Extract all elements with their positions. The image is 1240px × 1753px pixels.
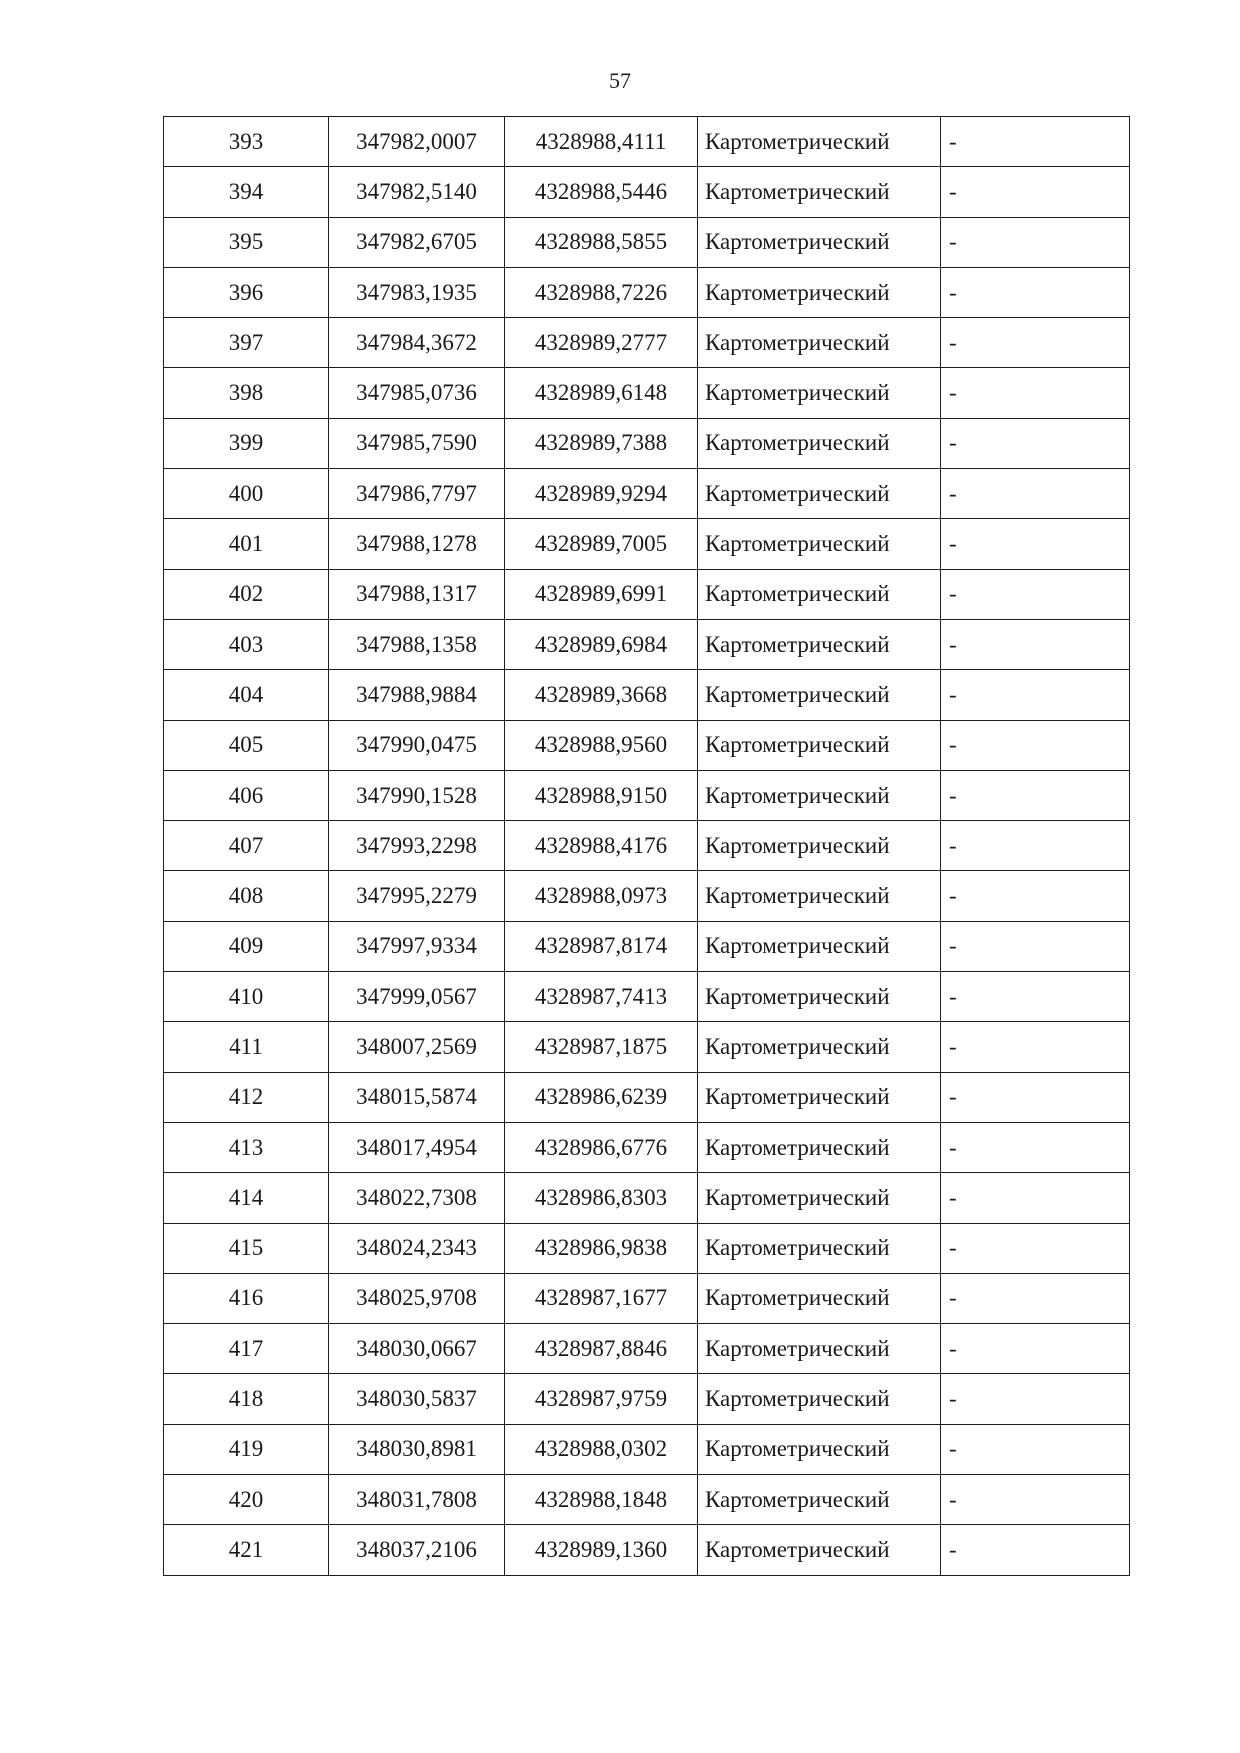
note-cell: - (941, 1324, 1130, 1374)
table-row (164, 1223, 1130, 1273)
table-row (164, 117, 1130, 167)
method-cell: Картометрический (698, 1223, 941, 1273)
point-number-cell: 405 (164, 720, 329, 770)
note-cell: - (941, 1525, 1130, 1575)
note-cell: - (941, 1122, 1130, 1172)
method-cell: Картометрический (698, 117, 941, 167)
method-cell: Картометрический (698, 1173, 941, 1223)
method-cell: Картометрический (698, 972, 941, 1022)
x-coordinate-cell: 348015,5874 (329, 1072, 505, 1122)
point-number-cell: 412 (164, 1072, 329, 1122)
method-cell: Картометрический (698, 921, 941, 971)
table-row (164, 1374, 1130, 1424)
x-coordinate-cell: 347988,1278 (329, 519, 505, 569)
method-cell: Картометрический (698, 217, 941, 267)
table-row (164, 469, 1130, 519)
method-cell: Картометрический (698, 619, 941, 669)
point-number-cell: 398 (164, 368, 329, 418)
x-coordinate-cell: 347997,9334 (329, 921, 505, 971)
y-coordinate-cell: 4328989,7005 (505, 519, 698, 569)
point-number-cell: 394 (164, 167, 329, 217)
table-row (164, 519, 1130, 569)
y-coordinate-cell: 4328987,1677 (505, 1273, 698, 1323)
note-cell: - (941, 720, 1130, 770)
note-cell: - (941, 1173, 1130, 1223)
y-coordinate-cell: 4328988,4176 (505, 821, 698, 871)
note-cell: - (941, 469, 1130, 519)
point-number-cell: 411 (164, 1022, 329, 1072)
method-cell: Картометрический (698, 267, 941, 317)
x-coordinate-cell: 348030,0667 (329, 1324, 505, 1374)
y-coordinate-cell: 4328987,7413 (505, 972, 698, 1022)
point-number-cell: 402 (164, 569, 329, 619)
note-cell: - (941, 619, 1130, 669)
x-coordinate-cell: 347982,6705 (329, 217, 505, 267)
table-row (164, 418, 1130, 468)
point-number-cell: 396 (164, 267, 329, 317)
x-coordinate-cell: 347982,5140 (329, 167, 505, 217)
note-cell: - (941, 1022, 1130, 1072)
point-number-cell: 419 (164, 1424, 329, 1474)
y-coordinate-cell: 4328987,9759 (505, 1374, 698, 1424)
table-row (164, 670, 1130, 720)
y-coordinate-cell: 4328987,1875 (505, 1022, 698, 1072)
method-cell: Картометрический (698, 1273, 941, 1323)
x-coordinate-cell: 348030,8981 (329, 1424, 505, 1474)
point-number-cell: 417 (164, 1324, 329, 1374)
point-number-cell: 409 (164, 921, 329, 971)
method-cell: Картометрический (698, 1072, 941, 1122)
note-cell: - (941, 418, 1130, 468)
note-cell: - (941, 1072, 1130, 1122)
coordinates-table (163, 116, 1130, 1576)
table-row (164, 619, 1130, 669)
table-row (164, 1475, 1130, 1525)
y-coordinate-cell: 4328989,2777 (505, 318, 698, 368)
y-coordinate-cell: 4328989,6991 (505, 569, 698, 619)
point-number-cell: 416 (164, 1273, 329, 1323)
method-cell: Картометрический (698, 569, 941, 619)
x-coordinate-cell: 347988,1317 (329, 569, 505, 619)
point-number-cell: 415 (164, 1223, 329, 1273)
y-coordinate-cell: 4328986,6776 (505, 1122, 698, 1172)
note-cell: - (941, 569, 1130, 619)
y-coordinate-cell: 4328987,8846 (505, 1324, 698, 1374)
x-coordinate-cell: 347999,0567 (329, 972, 505, 1022)
method-cell: Картометрический (698, 1475, 941, 1525)
y-coordinate-cell: 4328989,3668 (505, 670, 698, 720)
x-coordinate-cell: 348030,5837 (329, 1374, 505, 1424)
y-coordinate-cell: 4328988,0973 (505, 871, 698, 921)
note-cell: - (941, 1475, 1130, 1525)
note-cell: - (941, 519, 1130, 569)
table-row (164, 770, 1130, 820)
note-cell: - (941, 770, 1130, 820)
point-number-cell: 407 (164, 821, 329, 871)
x-coordinate-cell: 347990,0475 (329, 720, 505, 770)
note-cell: - (941, 117, 1130, 167)
x-coordinate-cell: 347984,3672 (329, 318, 505, 368)
method-cell: Картометрический (698, 770, 941, 820)
y-coordinate-cell: 4328986,6239 (505, 1072, 698, 1122)
x-coordinate-cell: 348025,9708 (329, 1273, 505, 1323)
note-cell: - (941, 1374, 1130, 1424)
point-number-cell: 400 (164, 469, 329, 519)
point-number-cell: 406 (164, 770, 329, 820)
x-coordinate-cell: 348022,7308 (329, 1173, 505, 1223)
point-number-cell: 401 (164, 519, 329, 569)
method-cell: Картометрический (698, 670, 941, 720)
point-number-cell: 420 (164, 1475, 329, 1525)
page-number: 57 (609, 68, 631, 93)
y-coordinate-cell: 4328988,0302 (505, 1424, 698, 1474)
y-coordinate-cell: 4328988,7226 (505, 267, 698, 317)
x-coordinate-cell: 348024,2343 (329, 1223, 505, 1273)
point-number-cell: 421 (164, 1525, 329, 1575)
table-row (164, 1122, 1130, 1172)
table-row (164, 318, 1130, 368)
y-coordinate-cell: 4328988,9560 (505, 720, 698, 770)
y-coordinate-cell: 4328989,6148 (505, 368, 698, 418)
method-cell: Картометрический (698, 1324, 941, 1374)
y-coordinate-cell: 4328989,7388 (505, 418, 698, 468)
note-cell: - (941, 1223, 1130, 1273)
y-coordinate-cell: 4328989,1360 (505, 1525, 698, 1575)
note-cell: - (941, 821, 1130, 871)
point-number-cell: 404 (164, 670, 329, 720)
method-cell: Картометрический (698, 167, 941, 217)
coordinates-table-body (164, 117, 1130, 1576)
table-row (164, 217, 1130, 267)
method-cell: Картометрический (698, 1424, 941, 1474)
table-row (164, 921, 1130, 971)
y-coordinate-cell: 4328988,5446 (505, 167, 698, 217)
x-coordinate-cell: 348037,2106 (329, 1525, 505, 1575)
y-coordinate-cell: 4328986,8303 (505, 1173, 698, 1223)
method-cell: Картометрический (698, 1525, 941, 1575)
table-row (164, 1173, 1130, 1223)
y-coordinate-cell: 4328988,5855 (505, 217, 698, 267)
x-coordinate-cell: 347993,2298 (329, 821, 505, 871)
x-coordinate-cell: 347986,7797 (329, 469, 505, 519)
note-cell: - (941, 217, 1130, 267)
table-row (164, 720, 1130, 770)
note-cell: - (941, 972, 1130, 1022)
table-row (164, 569, 1130, 619)
point-number-cell: 408 (164, 871, 329, 921)
x-coordinate-cell: 347988,9884 (329, 670, 505, 720)
note-cell: - (941, 1424, 1130, 1474)
point-number-cell: 418 (164, 1374, 329, 1424)
x-coordinate-cell: 347985,0736 (329, 368, 505, 418)
table-row (164, 1022, 1130, 1072)
method-cell: Картометрический (698, 871, 941, 921)
table-row (164, 368, 1130, 418)
note-cell: - (941, 318, 1130, 368)
note-cell: - (941, 871, 1130, 921)
y-coordinate-cell: 4328987,8174 (505, 921, 698, 971)
method-cell: Картометрический (698, 318, 941, 368)
table-row (164, 1525, 1130, 1575)
method-cell: Картометрический (698, 418, 941, 468)
table-row (164, 267, 1130, 317)
y-coordinate-cell: 4328989,9294 (505, 469, 698, 519)
method-cell: Картометрический (698, 1022, 941, 1072)
point-number-cell: 399 (164, 418, 329, 468)
x-coordinate-cell: 347990,1528 (329, 770, 505, 820)
table-row (164, 167, 1130, 217)
method-cell: Картометрический (698, 368, 941, 418)
point-number-cell: 393 (164, 117, 329, 167)
table-row (164, 1072, 1130, 1122)
method-cell: Картометрический (698, 519, 941, 569)
method-cell: Картометрический (698, 1374, 941, 1424)
y-coordinate-cell: 4328989,6984 (505, 619, 698, 669)
x-coordinate-cell: 347982,0007 (329, 117, 505, 167)
x-coordinate-cell: 347985,7590 (329, 418, 505, 468)
table-row (164, 972, 1130, 1022)
note-cell: - (941, 921, 1130, 971)
x-coordinate-cell: 347988,1358 (329, 619, 505, 669)
method-cell: Картометрический (698, 1122, 941, 1172)
y-coordinate-cell: 4328988,9150 (505, 770, 698, 820)
method-cell: Картометрический (698, 469, 941, 519)
point-number-cell: 395 (164, 217, 329, 267)
x-coordinate-cell: 348007,2569 (329, 1022, 505, 1072)
x-coordinate-cell: 347983,1935 (329, 267, 505, 317)
table-row (164, 1273, 1130, 1323)
x-coordinate-cell: 348017,4954 (329, 1122, 505, 1172)
x-coordinate-cell: 348031,7808 (329, 1475, 505, 1525)
point-number-cell: 397 (164, 318, 329, 368)
y-coordinate-cell: 4328986,9838 (505, 1223, 698, 1273)
table-row (164, 871, 1130, 921)
note-cell: - (941, 1273, 1130, 1323)
point-number-cell: 403 (164, 619, 329, 669)
table-row (164, 821, 1130, 871)
point-number-cell: 414 (164, 1173, 329, 1223)
x-coordinate-cell: 347995,2279 (329, 871, 505, 921)
method-cell: Картометрический (698, 821, 941, 871)
note-cell: - (941, 670, 1130, 720)
point-number-cell: 410 (164, 972, 329, 1022)
note-cell: - (941, 167, 1130, 217)
note-cell: - (941, 267, 1130, 317)
y-coordinate-cell: 4328988,1848 (505, 1475, 698, 1525)
method-cell: Картометрический (698, 720, 941, 770)
note-cell: - (941, 368, 1130, 418)
table-row (164, 1424, 1130, 1474)
table-row (164, 1324, 1130, 1374)
y-coordinate-cell: 4328988,4111 (505, 117, 698, 167)
point-number-cell: 413 (164, 1122, 329, 1172)
